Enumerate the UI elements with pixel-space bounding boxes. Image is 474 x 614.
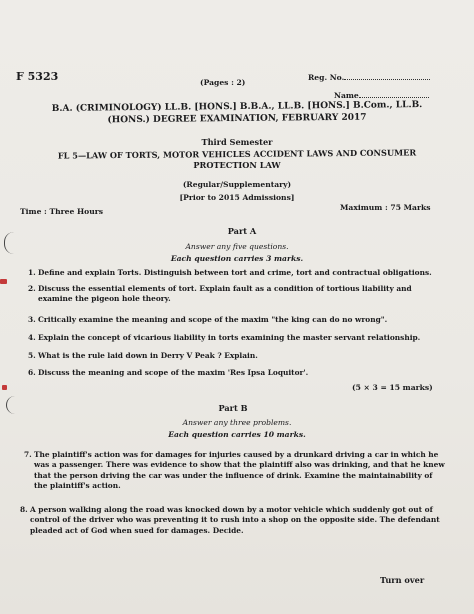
- pages-count: (Pages : 2): [200, 78, 246, 87]
- question-number: 1.: [28, 268, 36, 277]
- semester: Third Semester: [201, 137, 273, 147]
- reg-no-label: Reg. No.: [308, 73, 345, 82]
- part-b-heading: Part B: [218, 403, 248, 413]
- maximum-marks: Maximum : 75 Marks: [340, 203, 431, 212]
- question-number: 6.: [28, 368, 36, 377]
- part-a-instruction1: Answer any five questions.: [185, 242, 289, 251]
- question-text: Define and explain Torts. Distinguish between tort and crime, tort and contractual obligations.: [38, 268, 432, 277]
- question-text: Explain the concept of vicarious liability in torts examining the master servant relationship.: [38, 333, 421, 342]
- part-a-heading: Part A: [227, 226, 257, 236]
- question-number: 2.: [28, 284, 36, 293]
- reg-no-field[interactable]: [308, 73, 430, 82]
- turn-over: Turn over: [380, 575, 425, 585]
- binding-mark-top: [4, 232, 15, 254]
- degree-title-line1: B.A. (CRIMINOLOGY) LL.B. [HONS.] B.B.A., LL.B. [HONS.] B.Com., LL.B.: [51, 100, 423, 114]
- question-number: 4.: [28, 333, 36, 342]
- question-text: The plaintiff's action was for damages for injuries caused by a drunkard driving a car in which he was a passenger. There was evidence to show that the plaintiff also was drinking, and that he knew that the person driving the car was under the influence of drink. Examine the maintainability of the plaintiff's action.: [34, 450, 445, 490]
- red-mark-left: [0, 279, 7, 284]
- question-number: 3.: [28, 315, 36, 324]
- binding-mark-bottom: [6, 396, 17, 414]
- question-number: 7.: [24, 450, 32, 459]
- part-b-instruction1: Answer any three problems.: [182, 418, 292, 427]
- question-text: What is the rule laid down in Derry V Peak ? Explain.: [38, 351, 258, 360]
- name-label: Name: [334, 91, 359, 100]
- name-field[interactable]: [334, 91, 429, 100]
- part-a-instruction2: Each question carries 3 marks.: [170, 254, 304, 263]
- question-text: Critically examine the meaning and scope of the maxim "the king can do no wrong".: [38, 315, 388, 324]
- question-number: 5.: [28, 351, 36, 360]
- part-a-total: (5 × 3 = 15 marks): [352, 383, 433, 392]
- question-number: 8.: [20, 505, 28, 514]
- time-allowed: Time : Three Hours: [20, 207, 104, 216]
- reg-no-blank[interactable]: [344, 79, 430, 80]
- question-text: A person walking along the road was knocked down by a motor vehicle which suddenly got out of control of the driver who was preventing it to rush into a shop on the opposite side. The defendant pleaded act of God when sued for damages. Decide.: [30, 505, 440, 535]
- question-text: Discuss the essential elements of tort. Explain fault as a condition of tortious liability and examine the pigeon hole theory.: [38, 284, 412, 304]
- question-text: Discuss the meaning and scope of the maxim 'Res Ipsa Loquitor'.: [38, 368, 309, 377]
- paper-title-line1: FL 5—LAW OF TORTS, MOTOR VEHICLES ACCIDENT LAWS AND CONSUMER: [57, 147, 417, 161]
- exam-mode: (Regular/Supplementary): [182, 180, 292, 189]
- name-blank[interactable]: [359, 97, 429, 98]
- degree-title-line2: (HONS.) DEGREE EXAMINATION, FEBRUARY 2017: [107, 112, 367, 126]
- paper-title-line2: PROTECTION LAW: [193, 160, 281, 170]
- admission-note: [Prior to 2015 Admissions]: [179, 193, 295, 202]
- red-mark-left: [2, 385, 7, 390]
- paper-code: F 5323: [16, 70, 59, 83]
- part-b-instruction2: Each question carries 10 marks.: [168, 430, 306, 439]
